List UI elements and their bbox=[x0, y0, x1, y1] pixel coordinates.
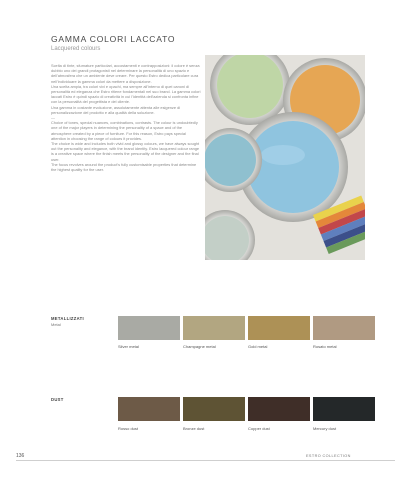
body-paragraph: Scelta di tinte, sfumature particolari, accostamenti e contrapposizioni: il colore è senza dubbio uno dei grandi protagonisti nel determinare la personalità di uno spazio e dell'atmosfera che un ambiente deve creare. Per questo Estro dedica particolare cura nell'individuare la gamma colori da mettere a disposizione. bbox=[51, 63, 200, 84]
page-subtitle: Lacquered colours bbox=[51, 46, 101, 52]
footer-brand: ESTRO COLLECTION bbox=[306, 454, 351, 458]
swatch-label: Bronze dust bbox=[183, 426, 205, 431]
swatch-label: Rosso dust bbox=[118, 426, 139, 431]
page-title: GAMMA COLORI LACCATO bbox=[51, 34, 176, 44]
page-number: 136 bbox=[16, 453, 25, 459]
swatch-silver-metal bbox=[118, 316, 180, 340]
swatch-champagne-metal bbox=[183, 316, 245, 340]
body-paragraph: Choice of tones, special nuances, combinations, contrasts. The colour is undoubtedly one of the major players in determining the personality of a space and of the atmosphere created by a piece of furniture. For this reason, Estro pays special attention in choosing the range of colours it provides. bbox=[51, 120, 198, 141]
paint-cans-illustration bbox=[205, 55, 365, 260]
swatch-copper-dust bbox=[248, 397, 310, 421]
swatch-label: Gold metal bbox=[248, 344, 268, 349]
body-paragraph: Una gamma in costante evoluzione, assolutamente attenta alle esigenze di personalizzazione del prodotto e alla qualità della soluzione. bbox=[51, 104, 181, 115]
body-separator: — bbox=[51, 115, 55, 121]
swatch-label: Silver metal bbox=[118, 344, 139, 349]
body-paragraph: The focus revolves around the product's fully customisable properties that determine the highest quality for the user. bbox=[51, 161, 197, 173]
swatch-bronze-dust bbox=[183, 397, 245, 421]
swatch-mercury-dust bbox=[313, 397, 375, 421]
body-paragraph: Una scelta ampia, tra colori vivi e opachi, ma sempre all'interno di quei canoni di personalità ed eleganza che Estro ritiene fondamentali nel suo brand. La gamma colori laccati Estro è quindi spazio di creatività in cui l'identità dell'azienda si confronta infine con la personalità del progettista e del cliente. bbox=[51, 83, 201, 105]
section-label-dust: DUST bbox=[51, 397, 64, 402]
body-text bbox=[51, 63, 201, 172]
swatch-rosso-dust bbox=[118, 397, 180, 421]
section-sublabel-metal: Metal bbox=[51, 322, 61, 327]
section-label-metal: METALLIZZATI bbox=[51, 316, 84, 321]
swatch-label: Rosato metal bbox=[313, 344, 337, 349]
swatch-label: Copper dust bbox=[248, 426, 270, 431]
swatch-rosato-metal bbox=[313, 316, 375, 340]
paint-cans-photo bbox=[205, 55, 365, 260]
footer-divider bbox=[16, 460, 395, 461]
body-paragraph: The choice is wide and includes both vivid and glossy colours, we have always sought out the personality and elegance, with the brand identity. Estro lacquered colour range is a creative space where the finish meets the personality of the designer and the final user. bbox=[51, 141, 200, 162]
swatch-gold-metal bbox=[248, 316, 310, 340]
swatch-label: Mercury dust bbox=[313, 426, 337, 431]
swatch-label: Champagne metal bbox=[183, 344, 216, 349]
